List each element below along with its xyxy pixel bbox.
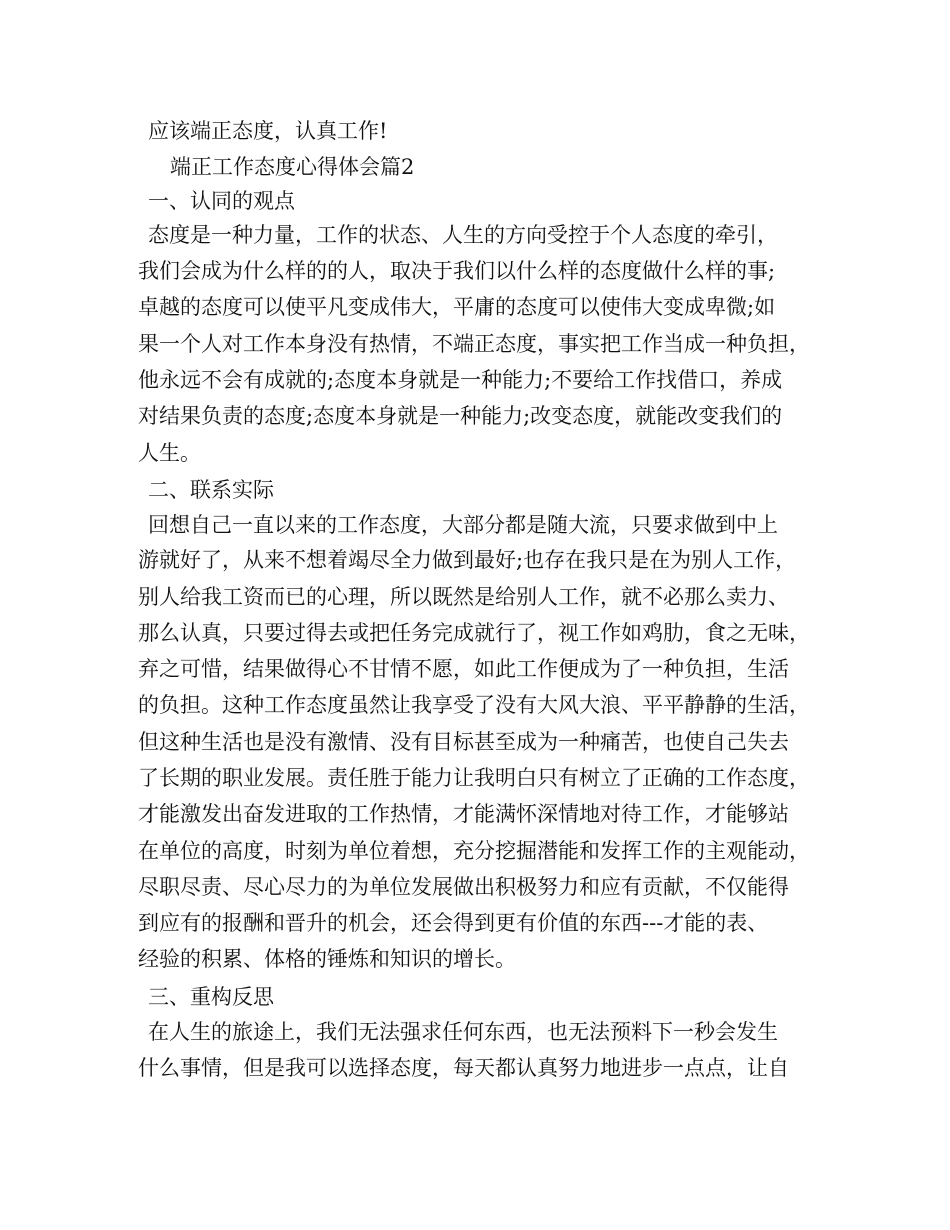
text-line: 弃之可惜，结果做得心不甘情不愿，如此工作便成为了一种负担，生活 — [138, 657, 789, 681]
text-line: 人生。 — [138, 441, 201, 465]
text-line: 别人给我工资而已的心理，所以既然是给别人工作，就不必那么卖力、 — [138, 585, 789, 609]
text-line: 才能激发出奋发进取的工作热情，才能满怀深情地对待工作，才能够站 — [138, 802, 789, 826]
text-line: 回想自己一直以来的工作态度，大部分都是随大流，只要求做到中上 — [148, 513, 778, 537]
text-line: 了长期的职业发展。责任胜于能力让我明白只有树立了正确的工作态度， — [138, 766, 810, 790]
text-line: 应该端正态度，认真工作! — [148, 119, 388, 143]
text-line: 什么事情，但是我可以选择态度，每天都认真努力地进步一点点，让自 — [138, 1056, 789, 1080]
text-line: 但这种生活也是没有激情、没有目标甚至成为一种痛苦，也使自己失去 — [138, 730, 789, 754]
text-line: 他永远不会有成就的;态度本身就是一种能力;不要给工作找借口，养成 — [138, 368, 783, 392]
section-heading: 二、联系实际 — [148, 478, 274, 502]
text-line: 游就好了，从来不想着竭尽全力做到最好;也存在我只是在为别人工作， — [138, 548, 797, 572]
section-title: 端正工作态度心得体会篇2 — [170, 155, 415, 179]
text-line: 那么认真，只要过得去或把任务完成就行了，视工作如鸡肋，食之无味， — [138, 621, 810, 645]
text-line: 到应有的报酬和晋升的机会，还会得到更有价值的东西---才能的表、 — [138, 911, 769, 935]
text-line: 我们会成为什么样的的人，取决于我们以什么样的态度做什么样的事; — [138, 259, 776, 283]
text-line: 对结果负责的态度;态度本身就是一种能力;改变态度，就能改变我们的 — [138, 404, 783, 428]
text-line: 态度是一种力量，工作的状态、人生的方向受控于个人态度的牵引， — [148, 223, 778, 247]
text-line: 在人生的旅途上，我们无法强求任何东西，也无法预料下一秒会发生 — [148, 1020, 778, 1044]
text-line: 尽职尽责、尽心尽力的为单位发展做出积极努力和应有贡献，不仅能得 — [138, 875, 789, 899]
text-line: 经验的积累、体格的锤炼和知识的增长。 — [138, 947, 516, 971]
text-line: 在单位的高度，时刻为单位着想，充分挖掘潜能和发挥工作的主观能动， — [138, 839, 810, 863]
section-heading: 一、认同的观点 — [148, 189, 295, 213]
section-heading: 三、重构反思 — [148, 985, 274, 1009]
text-line: 果一个人对工作本身没有热情，不端正态度，事实把工作当成一种负担， — [138, 332, 810, 356]
text-line: 卓越的态度可以使平凡变成伟大，平庸的态度可以使伟大变成卑微;如 — [138, 295, 776, 319]
text-line: 的负担。这种工作态度虽然让我享受了没有大风大浪、平平静静的生活， — [138, 693, 810, 717]
